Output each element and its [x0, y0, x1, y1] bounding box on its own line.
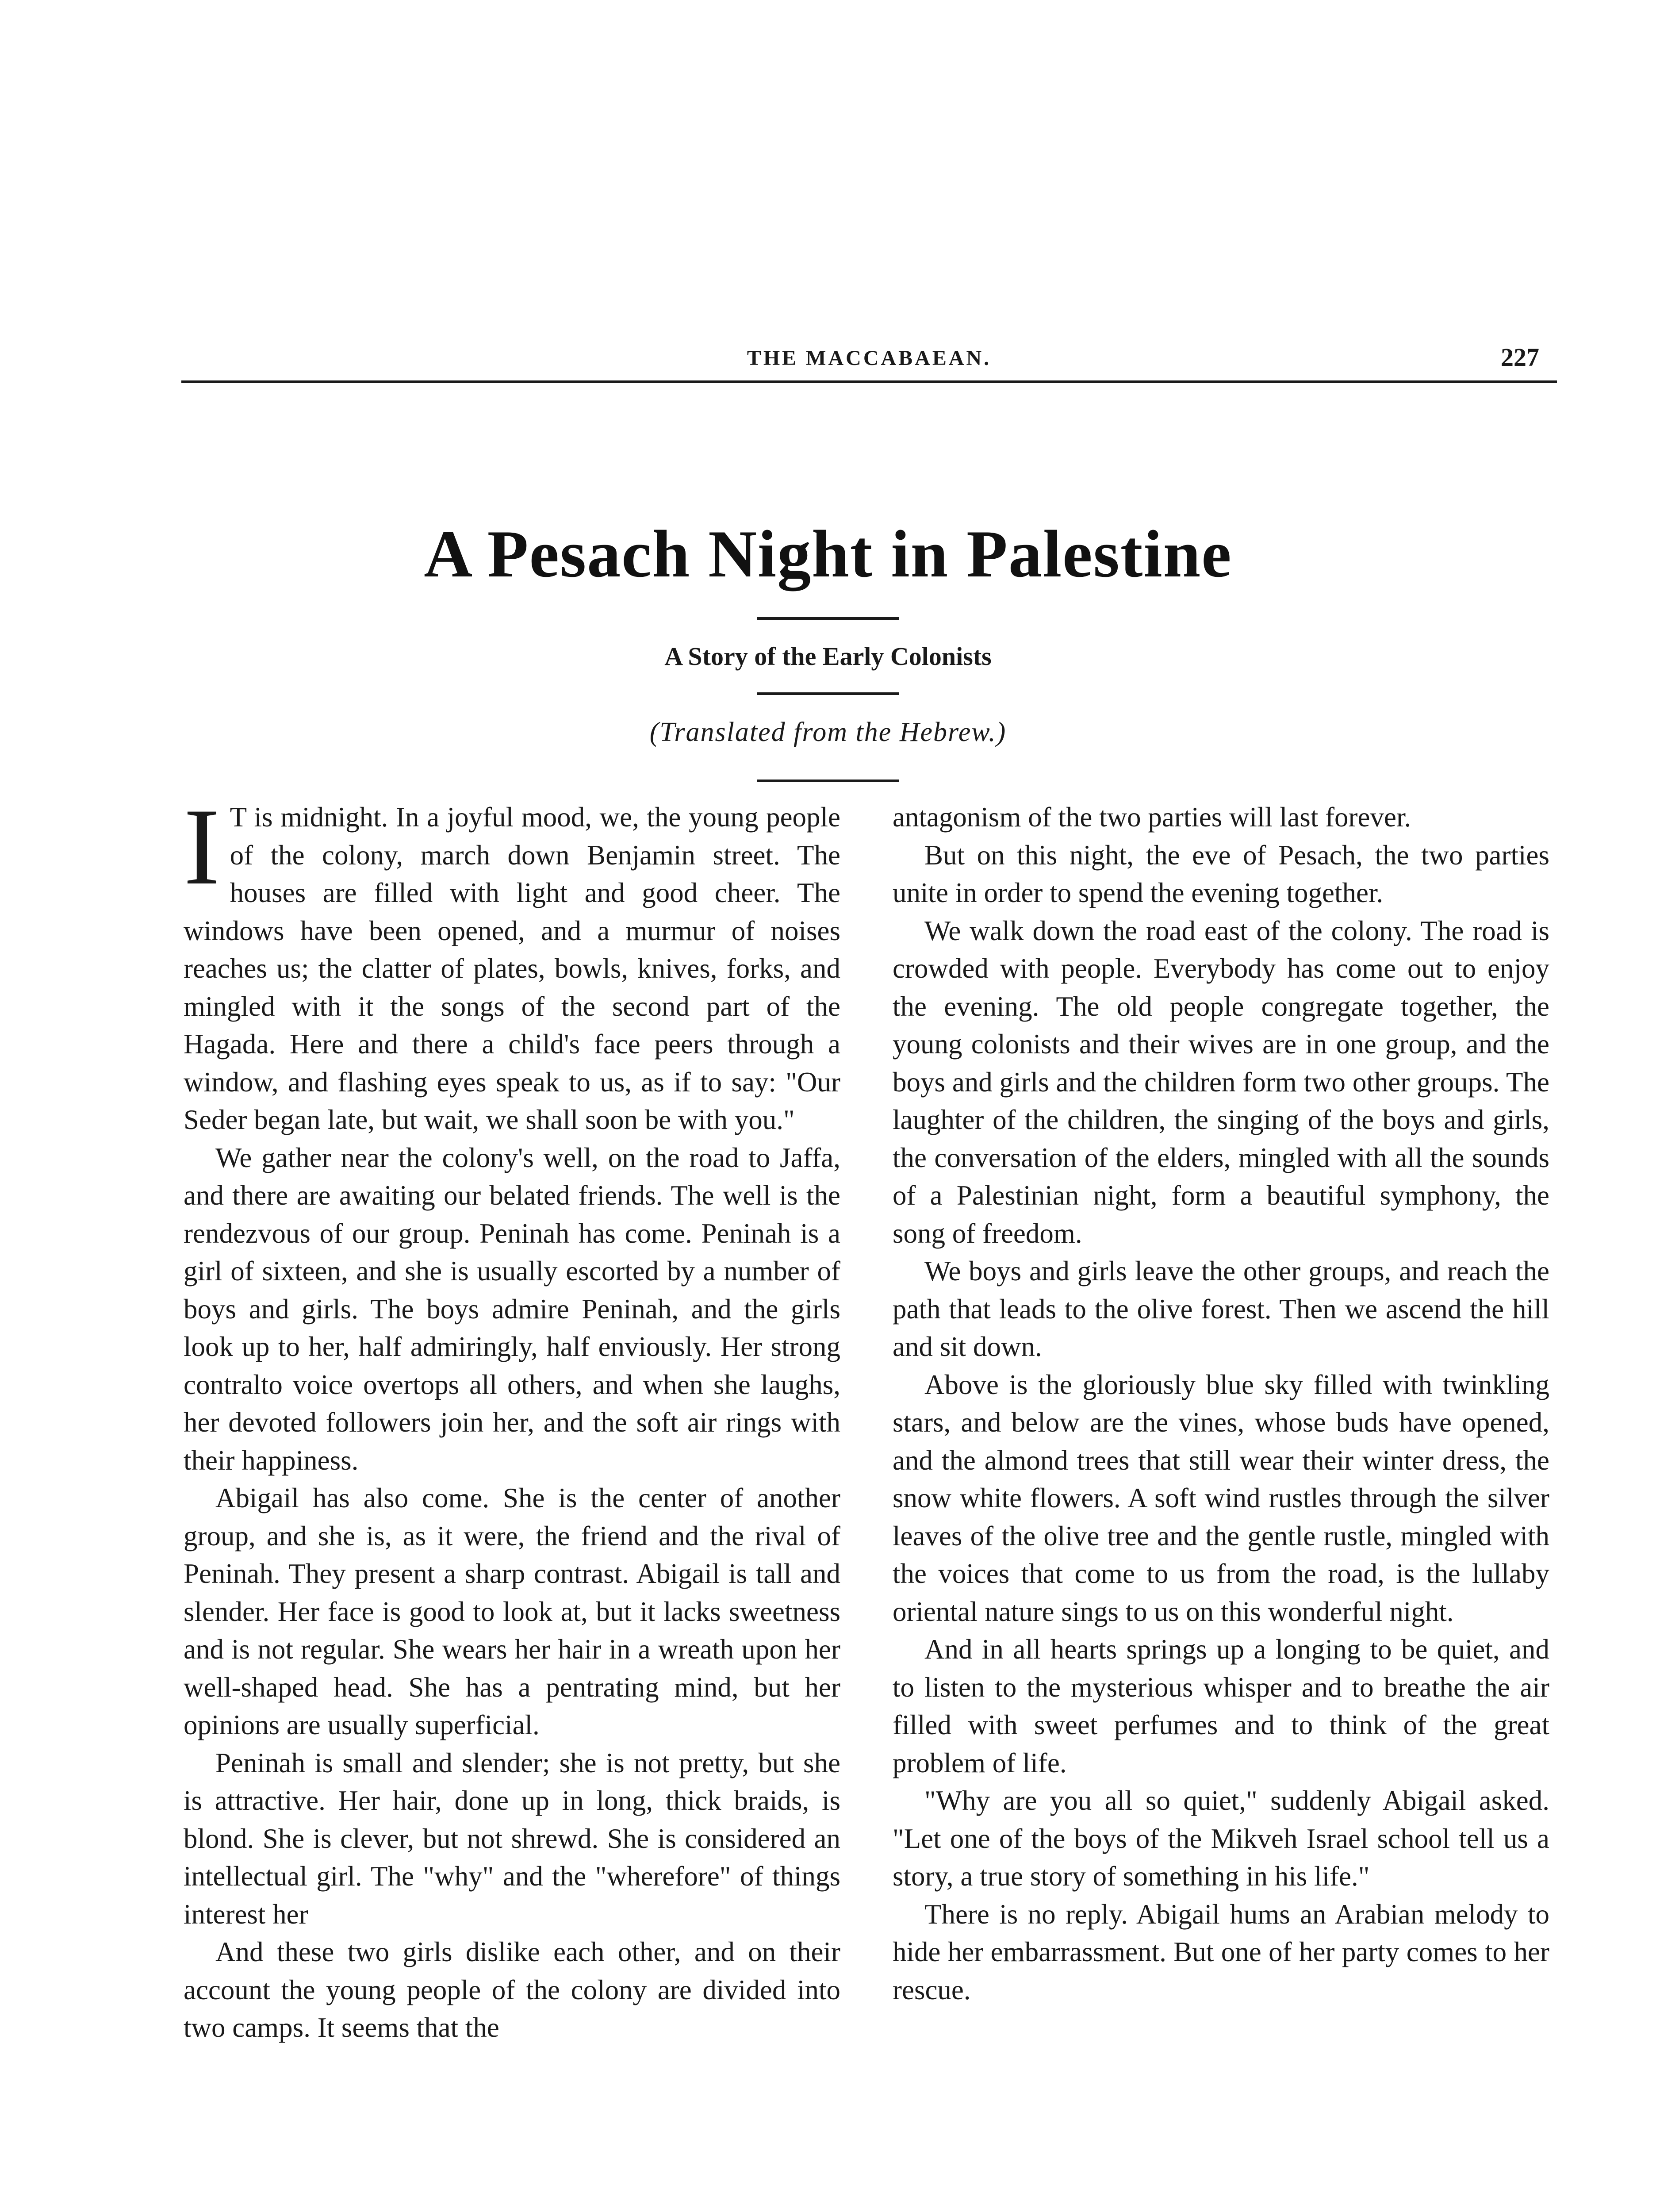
drop-cap: I	[184, 786, 220, 907]
subtitle-rule	[757, 692, 899, 695]
paragraph: We boys and girls leave the other groups, and reach the path that leads to the olive forest. Then we ascend the hill and sit down.	[893, 1256, 1549, 1362]
paragraph: Peninah is small and slender; she is not pretty, but she is attractive. Her hair, done up in long, thick braids, is blond. She is clever, but not shrewd. She is considered an intellectual girl. The "why" and the "wherefore" of things interest her	[184, 1747, 840, 1930]
paragraph: We gather near the colony's well, on the road to Jaffa, and there are awaiting our belated friends. The well is the rendezvous of our group. Peninah has come. Peninah is a girl of sixteen, and she is usually escorted by a number of boys and girls. The boys admire Peninah, and the girls look up to her, half admiringly, half enviously. Her strong contralto voice overtops all others, and when she laughs, her devoted followers join her, and the soft air rings with their happiness.	[184, 1142, 840, 1476]
note-rule	[757, 780, 899, 782]
paragraph: Above is the gloriously blue sky filled with twinkling stars, and below are the vines, whose buds have opened, and the almond trees that still wear their winter dress, the snow white flowers. A soft wind rustles through the silver leaves of the olive tree and the gentle rustle, mingled with the voices that come to us from the road, is the lullaby oriental nature sings to us on this wonderful night.	[893, 1369, 1549, 1627]
paragraph: But on this night, the eve of Pesach, the two parties unite in order to spend the evening together.	[893, 839, 1549, 908]
paragraph	[184, 786, 840, 1139]
article-title: A Pesach Night in Palestine	[424, 517, 1232, 591]
paragraph: Abigail has also come. She is the center of another group, and she is, as it were, the friend and the rival of Peninah. They present a sharp contrast. Abigail is tall and slender. Her face is good to look at, but it lacks sweetness and is not regular. She wears her hair in a wreath upon her well-shaped head. She has a pentrating mind, but her opinions are usually superficial.	[184, 1482, 840, 1740]
paragraph: "Why are you all so quiet," suddenly Abigail asked. "Let one of the boys of the Mikveh Israel school tell us a story, a true story of something in his life."	[893, 1785, 1549, 1892]
article-subtitle: A Story of the Early Colonists	[664, 642, 992, 671]
running-title: THE MACCABAEAN.	[747, 346, 992, 370]
running-header	[181, 345, 1557, 383]
paragraph-text: T is midnight. In a joyful mood, we, the young people of the colony, march down Benjamin street. The houses are filled with light and good cheer. The windows have been opened, and a murmur of noises reaches us; the clatter of plates, bowls, knives, forks, and mingled with it the songs of the second part of the Hagada. Here and there a child's face peers through a window, and flashing eyes speak to us, as if to say: "Our Seder began late, but wait, we shall soon be with you."	[184, 802, 840, 1135]
paragraph: There is no reply. Abigail hums an Arabian melody to hide her embarrassment. But one of her party comes to her rescue.	[893, 1898, 1549, 2005]
left-column	[184, 786, 840, 2047]
page-number: 227	[1501, 343, 1539, 372]
paragraph: And in all hearts springs up a longing to be quiet, and to listen to the mysterious whisper and to breathe the air filled with sweet perfumes and to think of the great problem of life.	[893, 1634, 1549, 1778]
paragraph: We walk down the road east of the colony. The road is crowded with people. Everybody has come out to enjoy the evening. The old people congregate together, the young colonists and their wives are in one group, and the boys and girls and the children form two other groups. The laughter of the children, the singing of the boys and girls, the conversation of the elders, mingled with all the sounds of a Palestinian night, form a beautiful symphony, the song of freedom.	[893, 915, 1549, 1249]
title-rule	[757, 617, 899, 620]
right-column	[893, 799, 1549, 2009]
translation-note: (Translated from the Hebrew.)	[649, 717, 1007, 747]
paragraph: antagonism of the two parties will last forever.	[893, 802, 1411, 833]
paragraph: And these two girls dislike each other, and on their account the young people of the colony are divided into two camps. It seems that the	[184, 1936, 840, 2043]
